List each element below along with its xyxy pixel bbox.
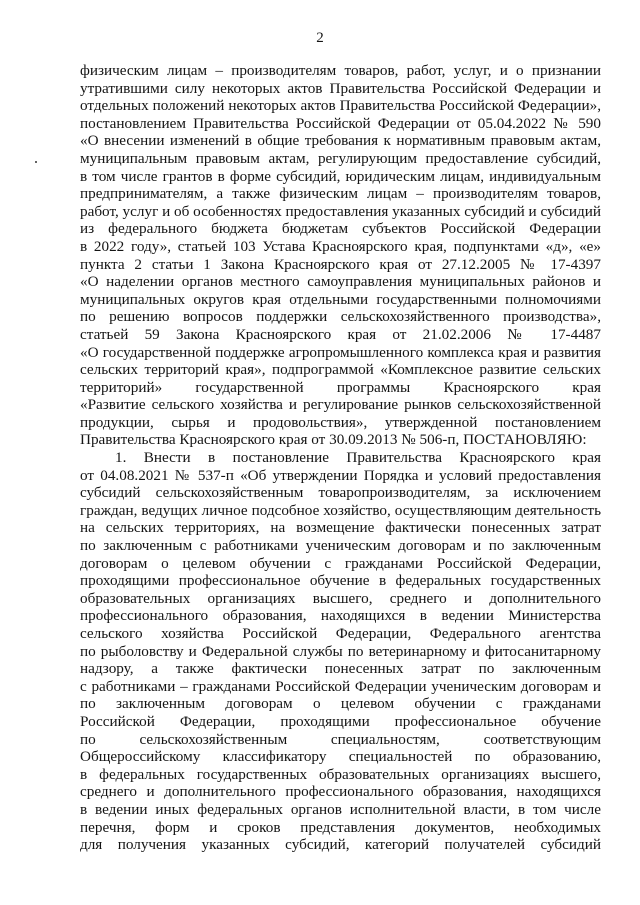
text-line: «О государственной поддержке агропромышленного комплекса края и развития [80,343,601,361]
text-line: сельского хозяйства Российской Федерации, Федерального агентства [80,625,601,642]
text-line: на сельских территориях, на возмещение фактически понесенных затрат [80,519,601,537]
text-line: отдельных положений некоторых актов Правительства Российской Федерации», [80,97,601,115]
text-line: в федеральных государственных образовательных организациях высшего, [80,765,601,783]
text-line: Общероссийскому классификатору специальностей по образованию, [80,748,601,766]
text-line: субсидий сельскохозяйственным товаропроизводителям, за исключением [80,484,601,502]
text-line: «О внесении изменений в общие требования к нормативным правовым актам, [80,132,601,150]
text-line: образовательных организациях высшего, среднего и дополнительного [80,589,601,607]
text-line: с работниками – гражданами Российской Федерации ученическим договорам и [80,677,601,695]
text-line: перечня, форм и сроков представления документов, необходимых [80,818,601,836]
text-line: по заключенным с работниками ученическим договорам и по заключенным [80,537,601,555]
text-line: по решению вопросов поддержки сельскохозяйственного производства», [80,308,601,326]
text-line: договорам о целевом обучении с гражданами Российской Федерации, [80,554,601,572]
text-line: «Развитие сельского хозяйства и регулирование рынков сельскохозяйственной [80,396,601,414]
text-line: муниципальным правовым актам, регулирующим предоставление субсидий, [80,149,601,167]
text-line: предпринимателям, а также физическим лицам – производителям товаров, [80,185,601,203]
text-line: для получения указанных субсидий, категорий получателей субсидий [80,836,601,854]
text-line: территорий» государственной программы Красноярского края [80,378,601,396]
text-line: по рыболовству и Федеральной службы по ветеринарному и фитосанитарному [80,642,601,660]
text-line: работ, услуг и об особенностях предоставления указанных субсидий и субсидий [80,202,601,220]
text-line: из федерального бюджета бюджетам субъектов Российской Федерации [80,220,601,238]
text-line: пункта 2 статьи 1 Закона Красноярского края от 27.12.2005 № 17-4397 [80,255,601,273]
text-line: по заключенным договорам о целевом обучении с гражданами [80,695,601,713]
text-line: надзору, а также фактически понесенных затрат по заключенным [80,660,601,678]
text-line: среднего и дополнительного профессионального образования, находящихся [80,783,601,801]
text-line: утратившими силу некоторых актов Правительства Российской Федерации и [80,79,601,97]
text-line: профессионального образования, находящихся в ведении Министерства [80,607,601,625]
document-body [80,62,601,854]
text-line: статьей 59 Закона Красноярского края от 21.02.2006 № 17-4487 [80,325,601,343]
page-number: 2 [316,30,324,46]
text-line: Правительства Красноярского края от 30.09.2013 № 506-п, ПОСТАНОВЛЯЮ: [80,431,587,449]
text-line: сельских территорий края», подпрограммой «Комплексное развитие сельских [80,361,601,379]
text-line: от 04.08.2021 № 537-п «Об утверждении Порядка и условий предоставления [80,466,601,484]
text-line: 1. Внести в постановление Правительства Красноярского края [115,449,601,467]
text-line: в том числе грантов в форме субсидий, юридическим лицам, индивидуальным [80,167,601,185]
text-line: по сельскохозяйственным специальностям, соответствующим [80,730,601,748]
text-line: граждан, ведущих личное подсобное хозяйство, осуществляющим деятельность [80,501,601,519]
text-line: «О наделении органов местного самоуправления муниципальных районов и [80,273,601,291]
text-line: Российской Федерации, проходящими профессиональное обучение [80,712,601,730]
text-line: физическим лицам – производителям товаров, работ, услуг, и о признании [80,62,601,79]
scan-dot-mark [35,161,37,163]
text-line: продукции, сырья и продовольствия», утвержденной постановлением [80,413,601,431]
text-line: проходящими профессиональное обучение в федеральных государственных [80,572,601,590]
text-line: муниципальных округов края отдельными государственными полномочиями [80,290,601,308]
text-line: постановлением Правительства Российской Федерации от 05.04.2022 № 590 [80,114,601,132]
text-line: в ведении иных федеральных органов исполнительной власти, в том числе [80,800,601,818]
text-line: в 2022 году», статьей 103 Устава Красноярского края, подпунктами «д», «е» [80,237,601,255]
